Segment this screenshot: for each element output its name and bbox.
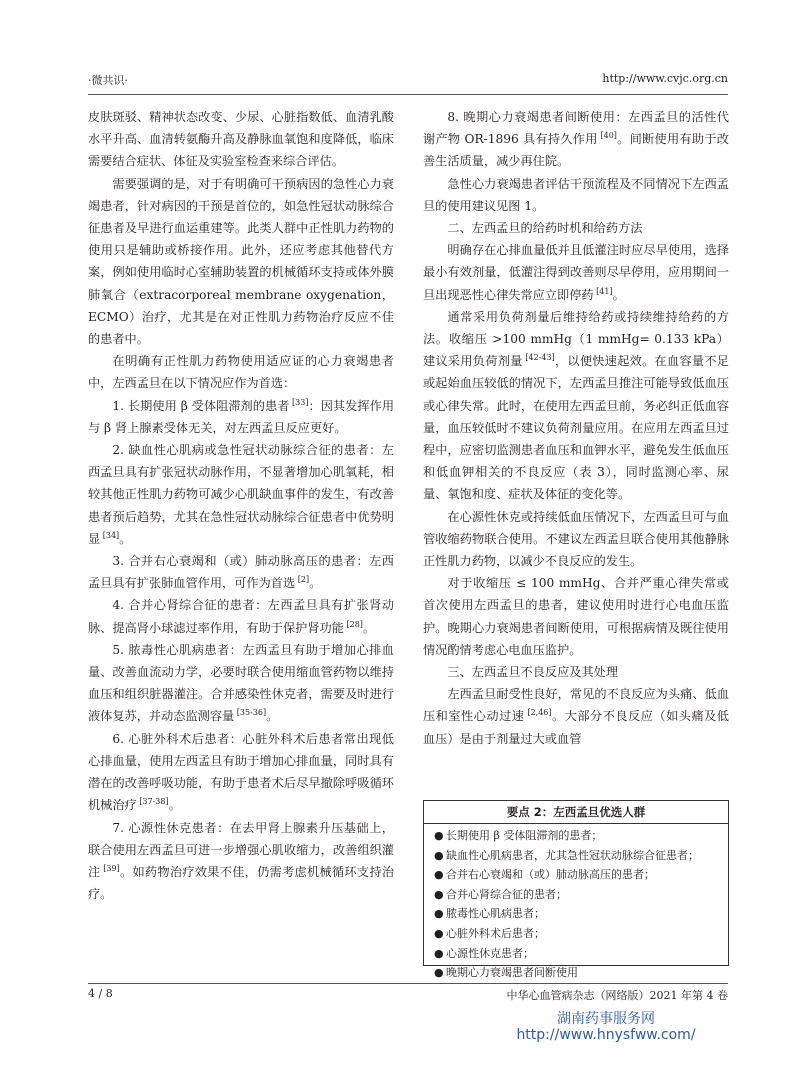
paragraph [88, 817, 394, 906]
paragraph [88, 173, 394, 351]
bullet-icon: ● [434, 926, 444, 940]
paragraph-text: 皮肤斑驳、精神状态改变、少尿、心脏指数低、血清乳酸水平升高、血清转氨酶升高及静脉血氧饱和度降低，临床需要结合症状、体征及实验室检查来综合评估。 [88, 110, 394, 169]
paragraph [88, 550, 394, 594]
right-column [423, 106, 729, 750]
paragraph [423, 506, 729, 573]
citation-ref[interactable]: [40] [597, 131, 617, 141]
paragraph-continued [88, 106, 394, 173]
paragraph-text-tail: 。 [362, 620, 376, 635]
keypoint-box [423, 800, 729, 980]
paragraph [88, 439, 394, 550]
citation-ref[interactable]: [39] [100, 863, 120, 873]
bullet-icon: ● [434, 907, 444, 921]
citation-ref[interactable]: [35-36] [234, 708, 267, 718]
paragraph-text-tail: 。间断使用有助于改善生活质量，减少再住院。 [423, 132, 729, 169]
keypoint-item [434, 846, 728, 866]
keypoint-item [434, 963, 728, 983]
keypoint-item-text: 缺血性心肌病患者，尤其急性冠状动脉综合征患者； [446, 848, 699, 862]
paragraph [88, 395, 394, 439]
paragraph-text: 在心源性休克或持续低血压情况下，左西孟旦可与血管收缩药物联合使用。不建议左西孟旦联合使用其他静脉正性肌力药物，以减少不良反应的发生。 [423, 509, 729, 569]
paragraph-text: 7. 心源性休克患者：在去甲肾上腺素升压基础上，联合使用左西孟旦可进一步增强心肌收缩力，改善组织灌注 [88, 820, 394, 879]
bullet-icon: ● [434, 848, 444, 862]
keypoint-title: 要点 2：左西孟旦优选人群 [424, 801, 728, 824]
bullet-icon: ● [434, 829, 444, 842]
citation-ref[interactable]: [2,46] [524, 708, 552, 718]
keypoint-item [434, 865, 728, 885]
left-column [88, 106, 394, 905]
header-rule [88, 94, 728, 95]
paragraph [423, 661, 729, 683]
watermark-title: 湖南药事服务网 [557, 1011, 655, 1027]
paragraph-text-tail: 。大部分不良反应（如头痛及低血压）是由于剂量过大或血管 [423, 709, 729, 746]
bullet-icon: ● [434, 966, 444, 980]
paragraph-text: 二、左西孟旦的给药时机和给药方法 [447, 221, 643, 236]
page-number: 4 / 8 [88, 987, 113, 1000]
keypoint-item-text: 合并心肾综合征的患者； [446, 887, 567, 901]
paragraph-text: 1. 长期使用 β 受体阻滞剂的患者 [112, 398, 290, 413]
citation-ref[interactable]: [37-38] [136, 797, 169, 807]
paragraph-text: 在明确有正性肌力药物使用适应证的心力衰竭患者中，左西孟旦在以下情况应作为首选： [88, 354, 394, 391]
paragraph [423, 306, 729, 506]
paragraph-text-tail: 。 [612, 287, 625, 302]
paragraph-text-tail: ：因其发挥作用与 β 肾上腺素受体无关，对左西孟旦反应更好。 [88, 398, 395, 435]
journal-citation: 中华心血管病杂志（网络版）2021 年第 4 卷 [506, 989, 728, 1002]
journal-url[interactable]: http://www.cvjc.org.cn [602, 72, 728, 85]
paragraph [423, 106, 729, 173]
keypoint-item-text: 晚期心力衰竭患者间断使用 [446, 966, 578, 980]
paragraph-text-tail: 。 [168, 798, 181, 813]
paragraph-text: 明确存在心排血量低并且低灌注时应尽早使用，选择最小有效剂量，低灌注得到改善则尽早停用，应用期间一旦出现恶性心律失常应立即停药 [423, 243, 729, 302]
keypoint-item-text: 心源性休克患者； [446, 946, 534, 960]
citation-ref[interactable]: [2] [295, 575, 310, 585]
watermark-url: http://www.hnysfww.com/ [516, 1027, 696, 1043]
bullet-icon: ● [434, 868, 444, 882]
keypoint-item [434, 924, 728, 944]
keypoint-list [424, 826, 728, 983]
paragraph [88, 728, 394, 817]
paragraph [88, 350, 394, 394]
paragraph-text: 5. 脓毒性心肌病患者：左西孟旦有助于增加心排血量、改善血流动力学，必要时联合使用缩血管药物以维持血压和组织脏器灌注。合并感染性休克者，需要及时进行液体复苏，并动态监测容量 [88, 642, 394, 724]
citation-ref[interactable]: [42-43] [522, 353, 555, 363]
keypoint-item [434, 885, 728, 905]
paragraph-text: 通常采用负荷剂量后维持给药或持续维持给药的方法。收缩压 >100 mmHg（1 mmHg= 0.133 kPa）建议采用负荷剂量 [423, 309, 729, 369]
bullet-icon: ● [434, 887, 444, 901]
citation-ref[interactable]: [41] [593, 286, 613, 296]
paragraph-text: 急性心力衰竭患者评估干预流程及不同情况下左西孟旦的使用建议见图 1。 [423, 176, 729, 213]
paragraph-text: 4. 合并心肾综合征的患者：左西孟旦具有扩张肾动脉、提高肾小球滤过率作用，有助于保护肾功能 [88, 598, 394, 635]
watermark [500, 1011, 712, 1043]
citation-ref[interactable]: [33] [289, 397, 309, 407]
paragraph-text: 三、左西孟旦不良反应及其处理 [447, 665, 619, 680]
paragraph-text-tail: 。如药物治疗效果不佳，仍需考虑机械循环支持治疗。 [88, 864, 395, 902]
paragraph [423, 683, 729, 750]
keypoint-item [434, 944, 728, 964]
footer-rule [88, 983, 728, 984]
keypoint-item-text: 合并右心衰竭和（或）肺动脉高压的患者； [446, 868, 655, 882]
paragraph-text: 3. 合并右心衰竭和（或）肺动脉高压的患者：左西孟旦具有扩张肺血管作用，可作为首选 [88, 554, 394, 591]
paragraph [423, 173, 729, 217]
keypoint-item [434, 904, 728, 924]
paragraph-text: 左西孟旦耐受性良好，常见的不良反应为头痛、低血压和室性心动过速 [423, 687, 729, 724]
paragraph-text: 对于收缩压 ≤ 100 mmHg、合并严重心律失常或首次使用左西孟旦的患者，建议使用时进行心电血压监护。晚期心力衰竭患者间断使用，可根据病情及既往使用情况酌情考虑心电血压监护。 [423, 576, 729, 657]
paragraph [88, 594, 394, 638]
paragraph [423, 239, 729, 306]
keypoint-item-text: 长期使用 β 受体阻滞剂的患者； [446, 829, 603, 842]
paragraph-text-tail: ，以便快速起效。在血容量不足或起始血压较低的情况下，左西孟旦推注可能导致低血压或心律失常。此时，在使用左西孟旦前，务必纠正低血容量，血压较低时不建议负荷剂量应用。在应用左西孟旦过程中，应密切监测患者血压和血钾水平，避免发生低血压和低血钾相关的不良反应（表 3），同时监测心率、尿量、氧饱和度、症状及体征的变化等。 [423, 354, 729, 502]
keypoint-item [434, 826, 728, 846]
paragraph-text: 2. 缺血性心肌病或急性冠状动脉综合征的患者：左西孟旦具有扩张冠状动脉作用，不显著增加心肌氧耗，相较其他正性肌力药物可减少心肌缺血事件的发生，有改善患者预后趋势，尤其在急性冠状动脉综合征患者中优势明显 [88, 443, 394, 546]
citation-ref[interactable]: [34] [100, 530, 120, 540]
paragraph [423, 572, 729, 661]
paragraph [423, 217, 729, 239]
paragraph-text-tail: 。 [119, 531, 132, 546]
keypoint-item-text: 脓毒性心肌病患者； [446, 907, 545, 921]
citation-ref[interactable]: [28] [343, 619, 363, 629]
section-tag: ·微共识· [88, 74, 128, 87]
keypoint-item-text: 心脏外科术后患者； [446, 926, 545, 940]
paragraph-text: 需要强调的是，对于有明确可干预病因的急性心力衰竭患者，针对病因的干预是首位的，如急性冠状动脉综合征患者及早进行血运重建等。此类人群中正性肌力药物的使用只是辅助或桥接作用。此外，还应考虑其他替代方案，例如使用临时心室辅助装置的机械循环支持或体外膜肺氧合（extracorporeal membrane oxygenation，ECMO）治疗，尤其是在对正性肌力药物治疗反应不佳的患者中。 [88, 176, 394, 347]
paragraph-text: 8. 晚期心力衰竭患者间断使用：左西孟旦的活性代谢产物 OR-1896 具有持久作用 [423, 110, 729, 147]
running-header [88, 72, 728, 92]
bullet-icon: ● [434, 946, 444, 960]
paragraph-text-tail: 。 [266, 709, 279, 724]
paragraph-text: 6. 心脏外科术后患者：心脏外科术后患者常出现低心排血量，使用左西孟旦有助于增加心排血量，同时具有潜在的改善呼吸功能，有助于患者术后尽早撤除呼吸循环机械治疗 [88, 731, 394, 813]
paragraph [88, 639, 394, 728]
paragraph-text-tail: 。 [309, 576, 322, 591]
